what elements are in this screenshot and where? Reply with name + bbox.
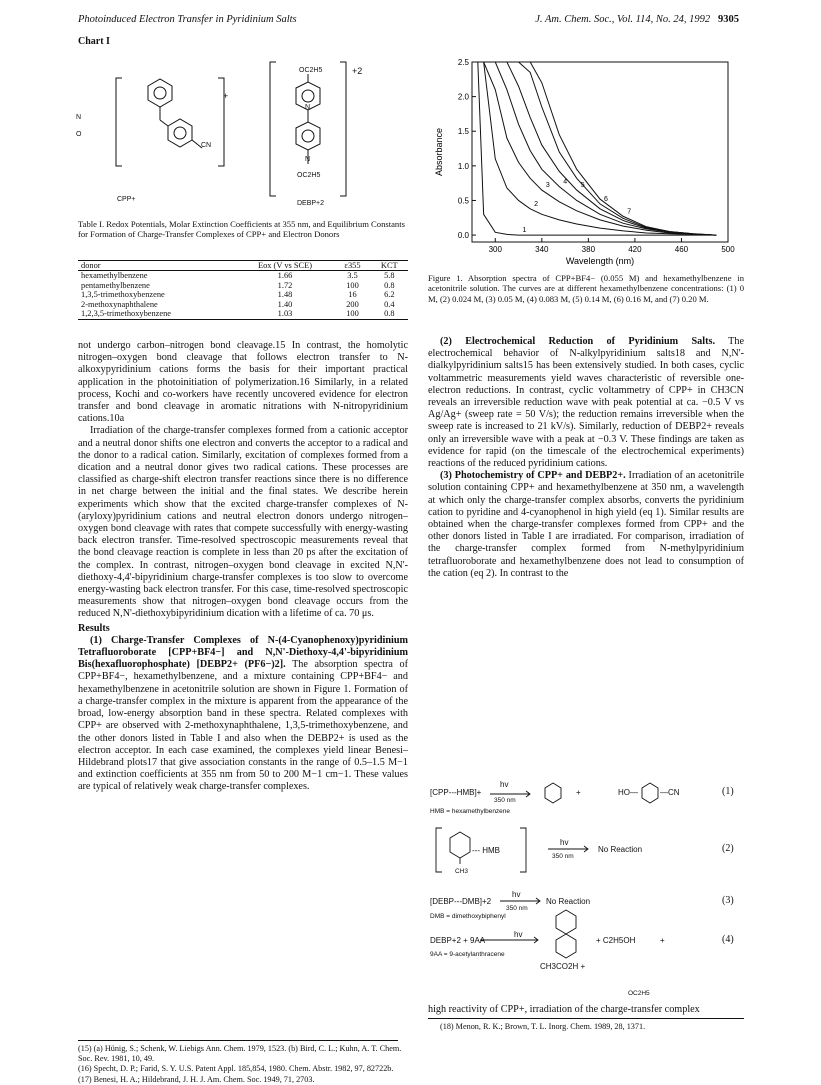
eq4-oc2h5: OC2H5 (628, 990, 650, 997)
cpp-label: CPP+ (117, 196, 136, 203)
paragraph-text: Irradiation of an acetonitrile solution containing CPP+ and hexamethylbenzene at 350 nm, a wavelength at which only the charge-transfer complex absorbs, converts the pyridinium cation to pyridine and 4-cyanophenol in high yield (eq 1). Similar results are obtained when the charge-transfer complexes formed from CPP+ and the other donors listed in Table I are irradiated. For comparison, irradiation of the charge-transfer complex formed from N-methylpyridinium tetrafluoroborate and hexamethylbenzene does not lead to consumption of the cation (eq 2). In contrast to the (428, 470, 744, 579)
table-row (78, 309, 408, 319)
y-tick-label: 1.0 (457, 161, 469, 171)
eq2-result: No Reaction (598, 845, 643, 854)
table-cell: 100 (346, 280, 359, 290)
paragraph (78, 635, 408, 794)
column-header: KCT (371, 261, 408, 271)
x-tick-label: 420 (628, 245, 642, 254)
running-title: Photoinduced Electron Transfer in Pyridinium Salts (78, 14, 297, 25)
series-line-2 (478, 62, 717, 235)
table-cell: 200 (346, 299, 359, 309)
atom-label-n3: N (305, 156, 311, 163)
right-body-text (428, 336, 744, 580)
y-tick-label: 2.0 (457, 92, 469, 102)
eq4-hv: hv (514, 930, 523, 939)
eq1-reactant: [CPP---HMB]+ (430, 788, 482, 797)
eq1-cn: —CN (660, 788, 680, 797)
oc2h5-bottom: OC2H5 (297, 172, 321, 179)
eq1-ho: HO— (618, 788, 638, 797)
table-cell: 1.72 (277, 280, 293, 290)
table-cell: 3.5 (347, 271, 358, 280)
x-tick-label: 340 (535, 245, 549, 254)
table-row (78, 281, 408, 291)
eq4-reactant: DEBP+2 + 9AA (430, 936, 486, 945)
eq2-number: (2) (722, 843, 734, 854)
journal-citation (535, 14, 739, 25)
figure-caption: Figure 1. Absorption spectra of CPP+BF4− (0.055 M) and hexamethylbenzene in acetonitrile solution. The curves are at different hexamethylbenzene concentrations: (1) 0 M, (2) 0.024 M, (3) 0.05 M, (4) 0.083 M, (5) 0.14 M, (6) 0.16 M, and (7) 0.20 M. (428, 273, 744, 304)
table-cell: 1.03 (236, 309, 335, 319)
eq4-note: 9AA = 9-acetylanthracene (430, 951, 505, 958)
paragraph-heading: (2) Electrochemical Reduction of Pyridinium Salts. (440, 336, 715, 347)
atom-label-o1: O (76, 131, 82, 138)
eq3-hv: hv (512, 890, 521, 899)
absorption-spectra-chart (428, 56, 744, 272)
eq1-note: HMB = hexamethylbenzene (430, 808, 511, 815)
journal-name: J. Am. Chem. Soc., Vol. 114, No. 24, 1992 (535, 14, 711, 25)
page-number: 9305 (718, 14, 739, 25)
paragraph (428, 336, 744, 470)
eq4-number: (4) (722, 934, 734, 945)
table-cell: 6.2 (384, 290, 395, 300)
eq2-hv: hv (560, 838, 569, 847)
table-cell: 1.40 (277, 299, 293, 309)
series-label-1: 1 (522, 227, 527, 235)
series-line-4 (478, 62, 717, 235)
paragraph (428, 470, 744, 580)
table-cell: 16 (348, 290, 357, 300)
table-row (78, 290, 408, 300)
table-cell: 1.48 (277, 290, 293, 300)
y-tick-label: 1.5 (457, 127, 469, 137)
atom-label-n2: N (305, 104, 311, 111)
column-header: Eox (V vs SCE) (236, 261, 335, 271)
eq4-acetic-acid: CH3CO2H + (540, 962, 586, 971)
table-cell: 1,2,3,5-trimethoxybenzene (78, 309, 236, 319)
atom-label-n1: N (76, 114, 82, 121)
left-body-text (78, 340, 408, 794)
series-line-1 (478, 62, 717, 235)
table-cell: 0.4 (384, 299, 395, 309)
column-header: donor (78, 261, 236, 271)
table-cell: 1,3,5-trimethoxybenzene (81, 290, 165, 300)
footnote: (17) Benesi, H. A.; Hildebrand, J. H. J. Am. Chem. Soc. 1949, 71, 2703. (78, 1074, 315, 1084)
cpp-charge: + (223, 91, 229, 101)
paragraph-heading: (3) Photochemistry of CPP+ and DEBP2+. (440, 470, 626, 482)
table-cell: hexamethylbenzene (81, 271, 148, 280)
eq3-result: No Reaction (546, 897, 591, 906)
series-label-4: 4 (563, 178, 568, 186)
footnote-rule (78, 1040, 398, 1041)
eq3-wavelength: 350 nm (506, 905, 528, 912)
series-line-6 (478, 62, 717, 235)
paragraph: not undergo carbon–nitrogen bond cleavage.15 In contrast, the homolytic nitrogen–oxygen bond cleavage that follows electron transfer to N-alkoxypyridinium cations forms the basis for their important practical application in the photoinitiation of polymerization.16 Similarly, in a related process, Kochi and co-workers have recently uncovered evidence for electron transfer and bond cleavage in aromatic nitrations with N-nitropyridinium cations.10a (78, 340, 408, 425)
eq1-wavelength: 350 nm (494, 797, 516, 804)
eq4-ethanol: + C2H5OH (596, 936, 636, 945)
table-cell: 100 (334, 309, 370, 319)
table-row (78, 300, 408, 310)
paragraph-heading: (1) Charge-Transfer Complexes of N-(4-Cyanophenoxy)pyridinium Tetrafluoroborate [CPP+BF4−] and N,N'-Diethoxy-4,4'-bipyridinium Bis(hexafluorophosphate) [DEBP2+ (PF6−)2]. (78, 634, 408, 671)
table-cell: 1.66 (277, 271, 293, 280)
debp-charge: +2 (352, 66, 363, 76)
series-line-7 (478, 62, 717, 235)
x-tick-label: 300 (488, 245, 502, 254)
y-tick-label: 2.5 (457, 58, 469, 67)
table-caption: Table I. Redox Potentials, Molar Extinction Coefficients at 355 nm, and Equilibrium Constants for Formation of Charge-Transfer Complexes of CPP+ and Electron Donors (78, 219, 405, 239)
oc2h5-top: OC2H5 (299, 67, 323, 74)
eq2-ch3: CH3 (455, 868, 469, 875)
eq3-reactant: [DEBP---DMB]+2 (430, 897, 492, 906)
footnote-rule-right (428, 1018, 744, 1019)
x-tick-label: 460 (674, 245, 689, 254)
eq4-plus: + (660, 936, 665, 945)
series-label-6: 6 (604, 195, 608, 203)
paragraph: Irradiation of the charge-transfer complexes formed from a cationic acceptor and a neutral donor shifts one electron and converts the acceptor to a radical and the donor to a radical cation. Similarly, excitation of complexes formed from a dication and a neutral donor gives two radical cations. These processes are classified as charge-shift electron transfer reactions since there is no difference in net charge between the initial and the final states. We describe herein experiments which show that the excited charge-transfer complexes of N-(aryloxy)pyridinium cations and neutral electron donors undergo nitrogen–oxygen bond cleavage with rates that compete successfully with energy-wasting back electron transfer. Time-resolved spectroscopic measurements reveal that the bond cleavage reaction is complete in less than 20 ps after the excitation of the complex. In contrast, nitrogen–oxygen bond cleavage in excited N,N'-diethoxy-4,4'-bipyridinium charge-transfer complexes is too slow to overcome energy-wasting back electron transfer. For this case, time-resolved spectroscopic measurements show that nitrogen–oxygen bond cleavage occurs from the reduced N,N'-diethoxybipyridinium dication with a lifetime of ca. 70 μs. (78, 425, 408, 620)
eq2-wavelength: 350 nm (552, 853, 574, 860)
eq2-hmb: --- HMB (472, 846, 500, 855)
right-continuation (428, 1004, 744, 1016)
paragraph: high reactivity of CPP+, irradiation of the charge-transfer complex (428, 1004, 700, 1015)
footnote: (15) (a) Hünig, S.; Schenk, W. Liebigs Ann. Chem. 1979, 1523. (b) Bird, C. L.; Kuhn, A. T. Chem. Soc. Rev. 1981, 10, 49. (78, 1044, 402, 1064)
eq1-plus: + (576, 788, 581, 797)
table-cell: pentamethylbenzene (81, 280, 150, 290)
table-cell: 2-methoxynaphthalene (81, 299, 158, 309)
series-label-3: 3 (545, 182, 550, 190)
plot-frame (472, 62, 728, 242)
paragraph-text: The absorption spectra of CPP+BF4−, hexamethylbenzene, and a mixture containing CPP+BF4− and hexamethylbenzene in acetonitrile solution are shown in Figure 1. Formation of a charge-transfer complex in the mixture is apparent from the appearance of the broad, low-energy absorption band in these spectra. Related complexes with CPP+ are observed with 2-methoxynaphthalene, 1,3,5-trimethoxybenzene, and the other donors listed in Table I and also when the DEBP2+ is used as the electron acceptor. In each case examined, the complexes yield linear Benesi–Hildebrand plots17 that give association constants in the range of 0.5–1.5 M−1 and extinction coefficients at 355 nm from 50 to 200 M−1 cm−1. These values are typical of relatively weak charge-transfer complexes. (78, 659, 408, 793)
redox-table (78, 260, 408, 320)
eq1-number: (1) (722, 786, 734, 797)
y-axis-label: Absorbance (434, 127, 444, 177)
paragraph-text: The electrochemical behavior of N-alkylpyridinium salts18 and N,N'-dialkylpyridinium salts15 has been extensively studied. In both cases, cyclic voltammetric measurements yield waves characteristic of reversible one-electron reductions. In contrast, cyclic voltammetry of CPP+ in CH3CN reveals an irreversible reduction wave with peak potential at ca. −0.5 V vs Ag/Ag+ (sweep rate = 50 V/s); the reduction remains irreversible when the sweep rate is increased to 21 kV/s). Similarly, reduction of DEBP2+ reveals only an irreversible wave with a peak at −0.3 V. These findings are taken as evidence for rapid (on the timescale of the electrochemical experiments) reactions of the reduced pyridinium cations. (428, 336, 744, 470)
cn-label: CN (201, 142, 212, 149)
x-tick-label: 380 (581, 245, 596, 254)
series-label-7: 7 (627, 208, 632, 216)
table-header-row (78, 261, 408, 271)
eq3-number: (3) (722, 895, 734, 906)
eq1-hv: hv (500, 780, 509, 789)
footnotes-left (78, 1044, 408, 1085)
series-line-3 (478, 62, 717, 235)
debp-label: DEBP+2 (297, 200, 325, 207)
footnote: (16) Specht, D. P.; Farid, S. Y. U.S. Patent Appl. 185,854, 1980. Chem. Abstr. 1982, 97, 82722b. (78, 1064, 394, 1074)
y-tick-label: 0.5 (457, 196, 469, 206)
eq3-note: DMB = dimethoxybiphenyl (430, 913, 506, 920)
footnote-right: (18) Menon, R. K.; Brown, T. L. Inorg. Chem. 1989, 28, 1371. (440, 1022, 646, 1031)
x-axis-label: Wavelength (nm) (565, 256, 635, 266)
series-label-5: 5 (580, 182, 585, 190)
table-cell: 0.8 (384, 280, 395, 290)
table-cell: 0.8 (371, 309, 408, 319)
table-cell: 5.8 (384, 271, 395, 280)
chart-title: Chart I (78, 36, 110, 47)
series-label-2: 2 (534, 200, 539, 208)
series-line-5 (478, 62, 717, 235)
column-header: ε355 (334, 261, 370, 271)
x-tick-label: 500 (721, 245, 735, 254)
section-heading: Results (78, 622, 110, 634)
y-tick-label: 0.0 (457, 231, 469, 241)
table-row (78, 271, 408, 281)
